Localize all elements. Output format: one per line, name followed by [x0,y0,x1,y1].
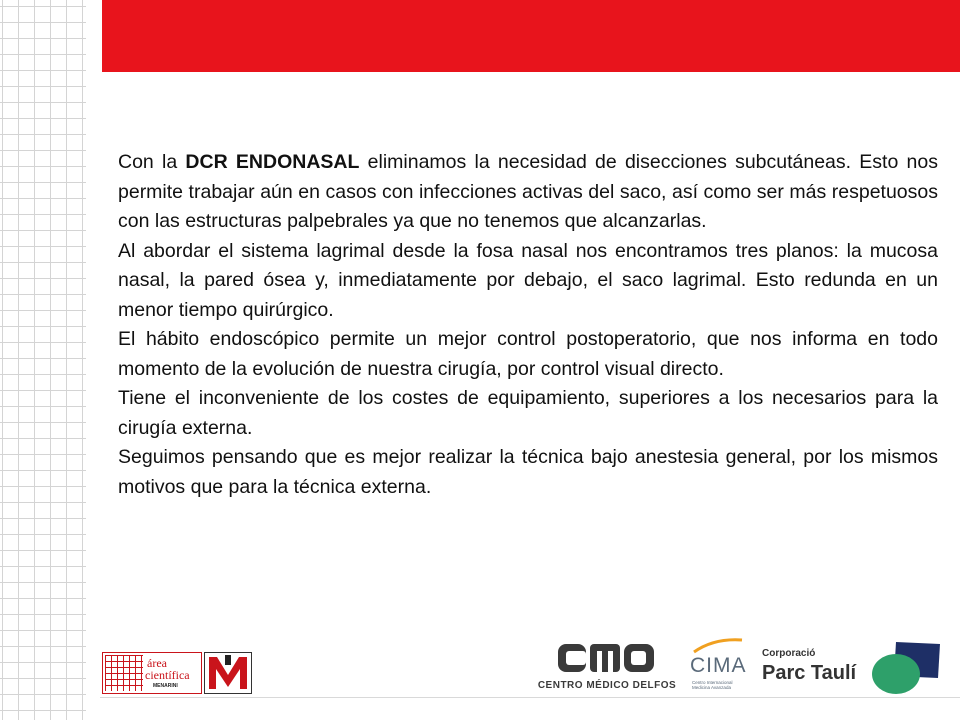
menarini-m-icon [205,653,251,693]
cima-logo [690,638,750,696]
paragraph-1 [118,148,938,237]
cmd-caption: CENTRO MÉDICO DELFOS [537,680,677,691]
centro-medico-delfos-logo [536,640,678,698]
menarini-m-logo [204,652,252,694]
area-cientifica-line3: MENARINI [153,683,178,689]
area-cientifica-line2: científica [145,668,190,682]
parc-tauli-emblem-icon [868,640,944,696]
area-cientifica-line1: área [147,656,167,670]
area-cientifica-logo [102,652,202,694]
paragraph-4: Tiene el inconveniente de los costes de equipamiento, superiores a los necesarios para la cirugía externa. [118,387,938,439]
cima-wordmark: CIMA [690,654,747,677]
parc-tauli-line1: Corporació [762,648,816,659]
paragraph-1-bold-term: DCR ENDONASAL [185,151,360,173]
paragraph-3: El hábito endoscópico permite un mejor control postoperatorio, que nos informa en todo momento de la evolución de nuestra cirugía, por control visual directo. [118,328,938,380]
paragraph-2: Al abordar el sistema lagrimal desde la fosa nasal nos encontramos tres planos: la mucosa nasal, la pared ósea y, inmediatamente por debajo, el saco lagrimal. Esto redunda en un menor tiempo quirúrgico. [118,239,938,321]
parc-tauli-logo [762,644,872,692]
paragraph-5: Seguimos pensando que es mejor realizar la técnica bajo anestesia general, por los mismos motivos que para la técnica externa. [118,446,938,498]
cmd-monogram-icon [556,640,656,676]
paragraph-1-rest: eliminamos la necesidad de disecciones subcutáneas. Esto nos permite trabajar aún en casos con infecciones activas del saco, así como ser más respetuosos con las estructuras palpebrales ya que no tenemos que alcanzarlas. [118,151,938,232]
header-red-banner [102,0,960,72]
slide-body [118,148,938,502]
parc-tauli-line2: Parc Taulí [762,662,857,684]
cima-swoosh-icon [690,638,750,654]
grid-pattern-decoration [0,0,100,720]
paragraph-1-intro: Con la [118,151,186,173]
cima-subtitle: Centro Internacional Medicina Avanzada [692,680,733,690]
footer-divider [100,697,960,698]
area-cientifica-grid-icon [105,655,143,691]
